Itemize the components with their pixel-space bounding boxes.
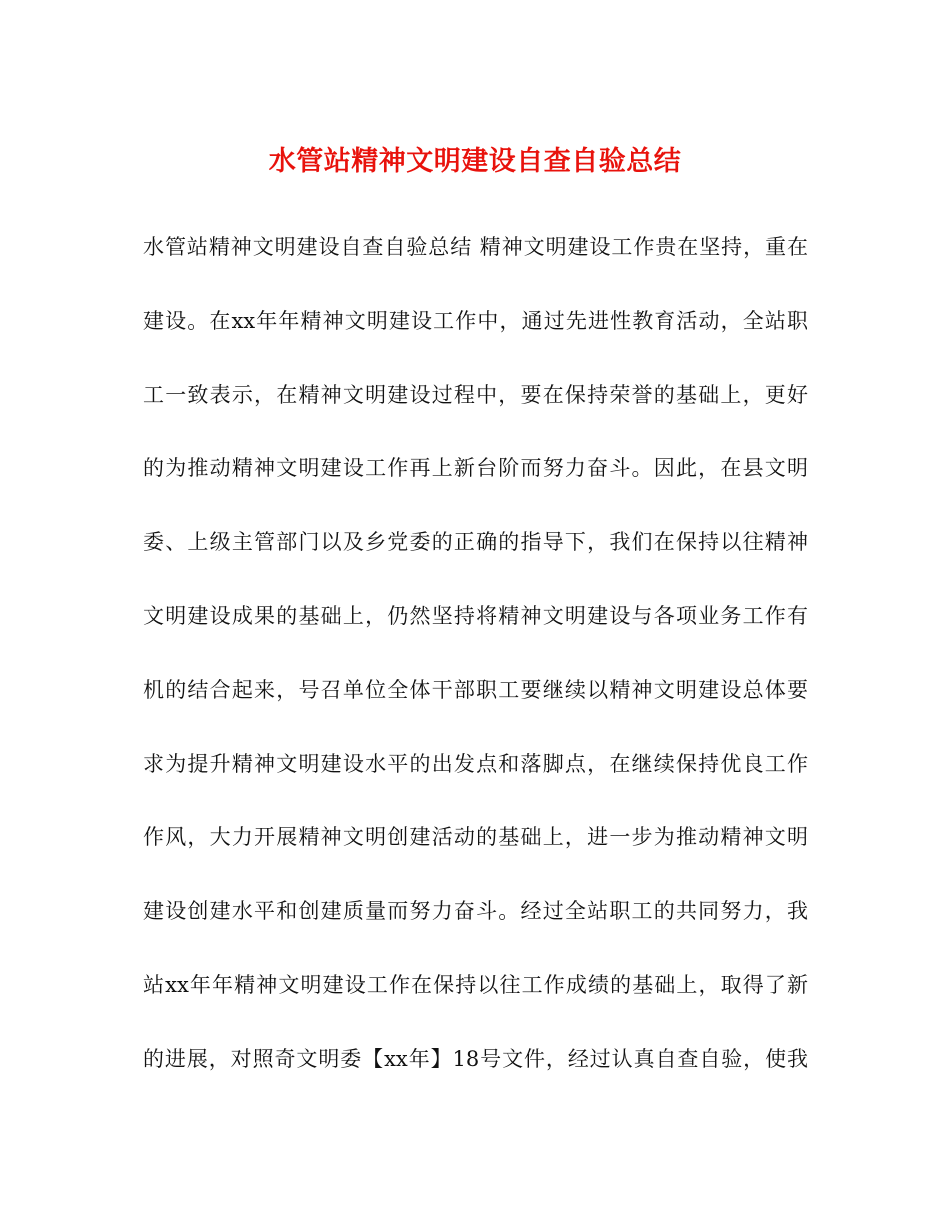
body-line: 文明建设成果的基础上，仍然坚持将精神文明建设与各项业务工作有: [143, 603, 808, 628]
body-line: 作风，大力开展精神文明创建活动的基础上，进一步为推动精神文明: [143, 825, 808, 850]
body-line: 委、上级主管部门以及乡党委的正确的指导下，我们在保持以往精神: [143, 530, 808, 555]
body-line: 的为推动精神文明建设工作再上新台阶而努力奋斗。因此，在县文明: [143, 456, 808, 481]
body-line: 机的结合起来，号召单位全体干部职工要继续以精神文明建设总体要: [143, 677, 808, 702]
body-line: 求为提升精神文明建设水平的出发点和落脚点，在继续保持优良工作: [143, 751, 808, 776]
body-line: 的进展，对照奇文明委【xx年】18号文件，经过认真自查自验，使我: [143, 1046, 808, 1071]
body-line: 建设创建水平和创建质量而努力奋斗。经过全站职工的共同努力，我: [143, 899, 808, 924]
body-line: 工一致表示，在精神文明建设过程中，要在保持荣誉的基础上，更好: [143, 382, 808, 407]
body-line: 站xx年年精神文明建设工作在保持以往工作成绩的基础上，取得了新: [143, 972, 808, 997]
body-line: 建设。在xx年年精神文明建设工作中，通过先进性教育活动，全站职: [143, 308, 808, 333]
body-line: 水管站精神文明建设自查自验总结 精神文明建设工作贵在坚持，重在: [143, 235, 808, 259]
document-body: [143, 226, 808, 1112]
document-title: 水管站精神文明建设自查自验总结: [268, 146, 682, 177]
